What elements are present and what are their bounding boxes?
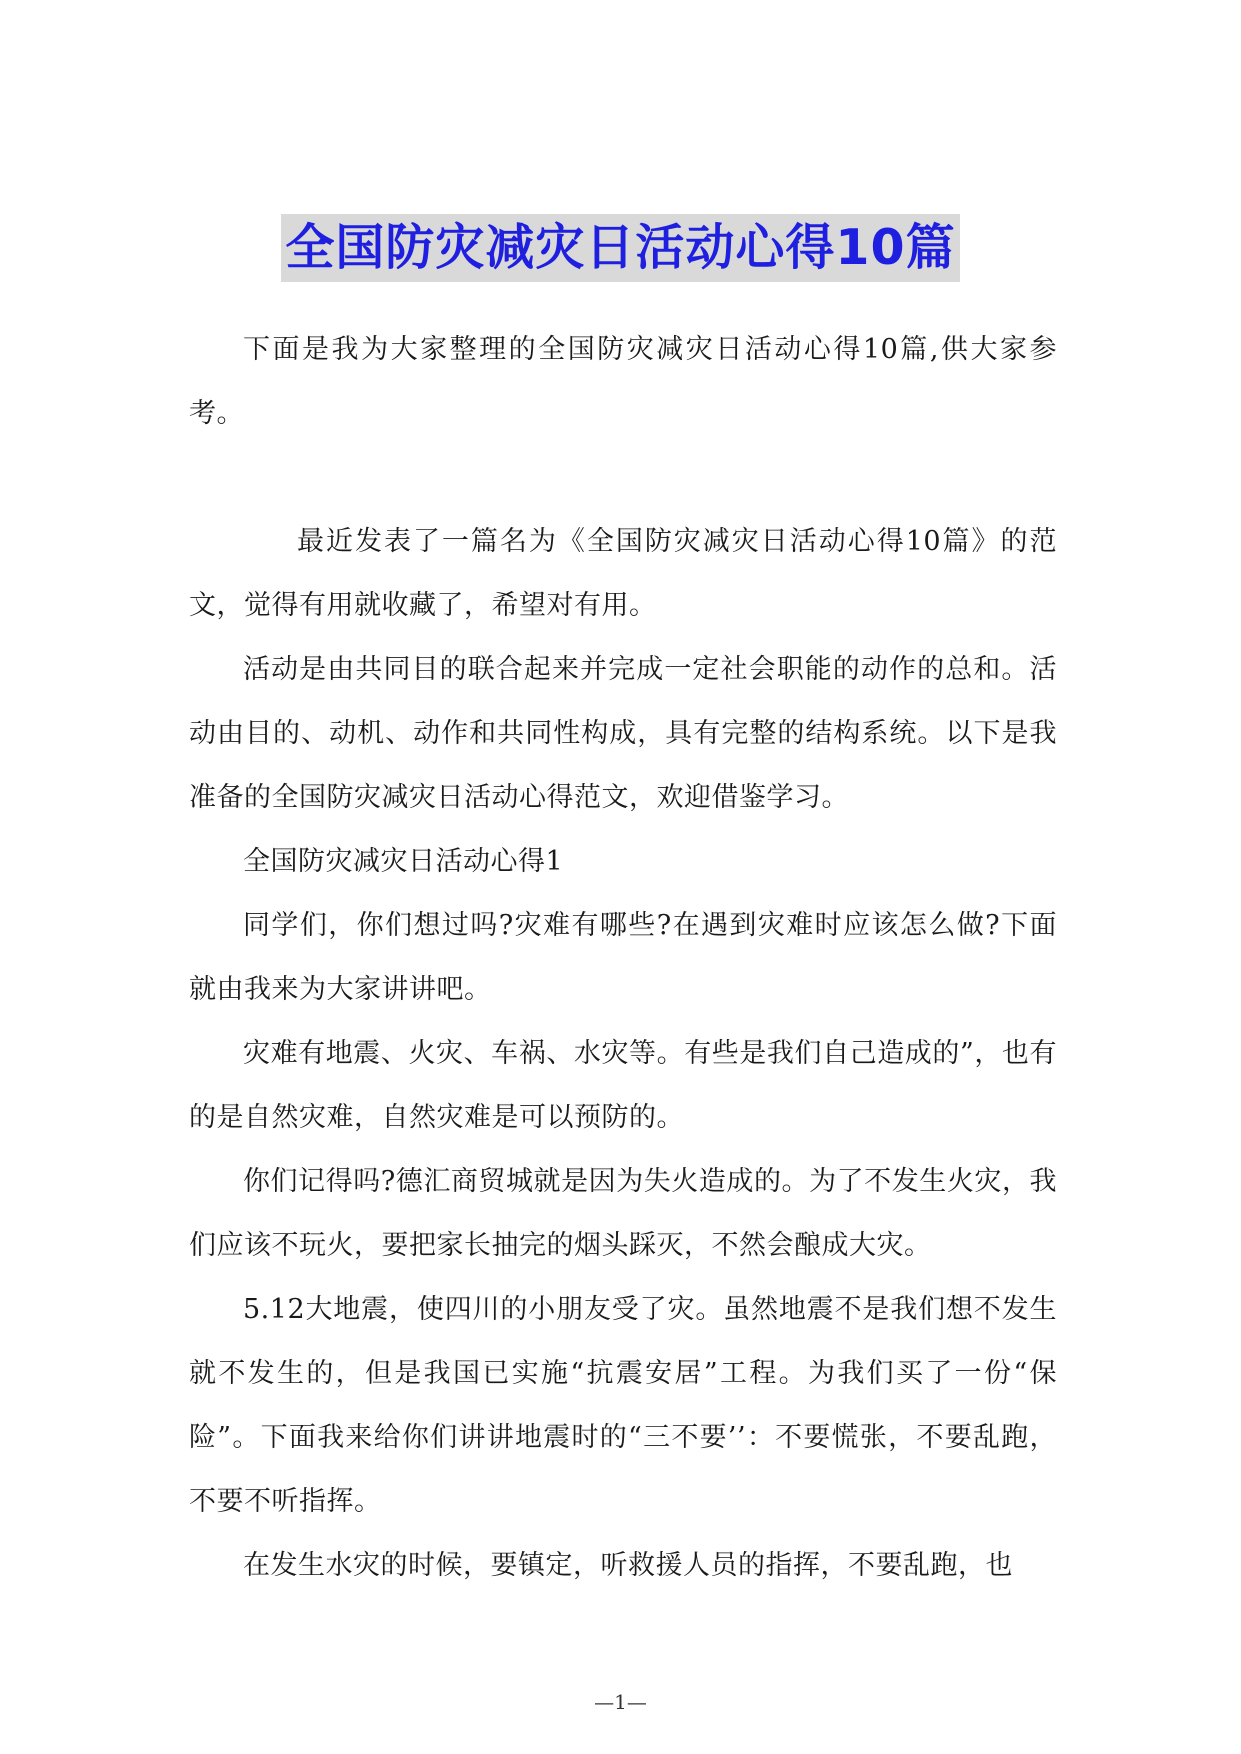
document-body bbox=[189, 318, 1057, 1598]
section-heading: 全国防灾减灾日活动心得1 bbox=[243, 846, 564, 877]
paragraph-note: 最近发表了一篇名为《全国防灾减灾日活动心得10篇》的范文，觉得有用就收藏了，希望对有用。 bbox=[189, 526, 1057, 621]
paragraph: 同学们，你们想过吗?灾难有哪些?在遇到灾难时应该怎么做?下面就由我来为大家讲讲吧。 bbox=[189, 910, 1057, 1005]
paragraph: 灾难有地震、火灾、车祸、水灾等。有些是我们自己造成的”，也有的是自然灾难，自然灾难是可以预防的。 bbox=[189, 1038, 1057, 1133]
paragraph: 你们记得吗?德汇商贸城就是因为失火造成的。为了不发生火灾，我们应该不玩火，要把家长抽完的烟头踩灭，不然会酿成大灾。 bbox=[189, 1166, 1057, 1261]
title-container bbox=[0, 214, 1241, 282]
paragraph-intro: 下面是我为大家整理的全国防灾减灾日活动心得10篇,供大家参考。 bbox=[189, 334, 1057, 429]
paragraph: 5.12大地震，使四川的小朋友受了灾。虽然地震不是我们想不发生就不发生的，但是我国已实施“抗震安居”工程。为我们买了一份“保险”。下面我来给你们讲讲地震时的“三不要’’：不要慌张，不要乱跑，不要不听指挥。 bbox=[189, 1294, 1057, 1517]
paragraph-definition: 活动是由共同目的联合起来并完成一定社会职能的动作的总和。活动由目的、动机、动作和共同性构成，具有完整的结构系统。以下是我准备的全国防灾减灾日活动心得范文，欢迎借鉴学习。 bbox=[189, 654, 1057, 813]
page-number: —1— bbox=[594, 1690, 647, 1714]
document-title: 全国防灾减灾日活动心得10篇 bbox=[281, 214, 959, 282]
paragraph: 在发生水灾的时候，要镇定，听救援人员的指挥，不要乱跑，也 bbox=[243, 1550, 1013, 1581]
